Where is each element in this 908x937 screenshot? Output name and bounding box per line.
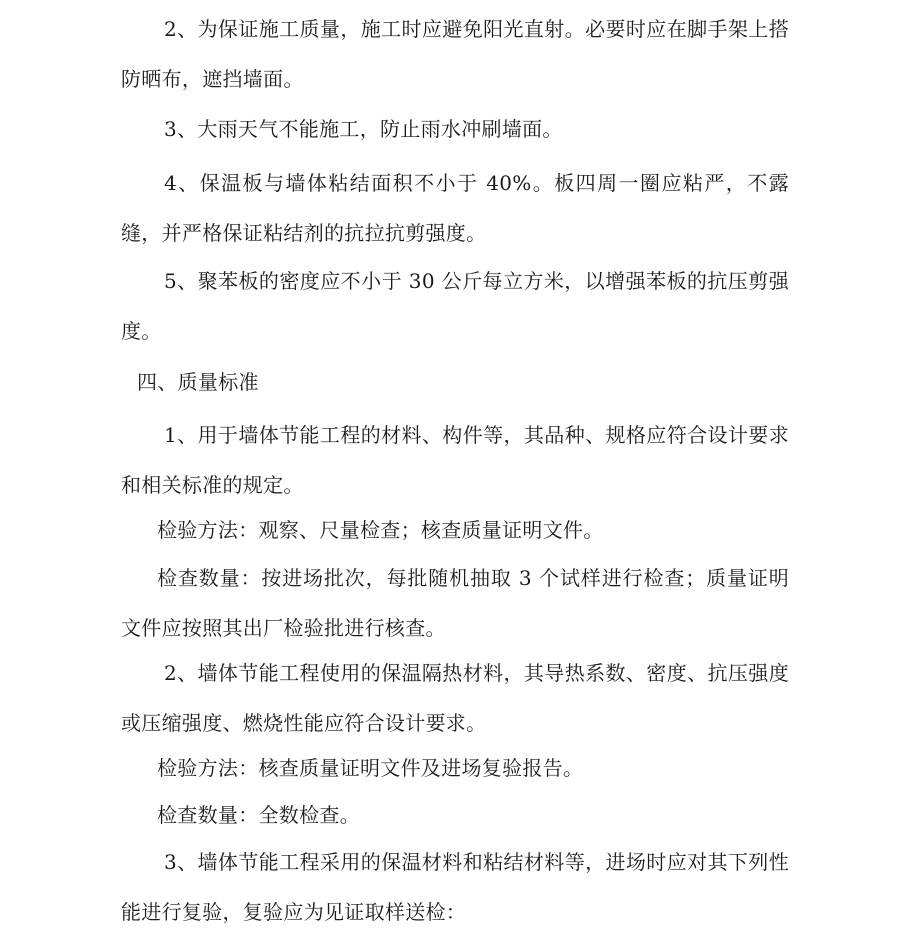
paragraph-standard-3: 3、墙体节能工程采用的保温材料和粘结材料等，进场时应对其下列性能进行复验，复验应为见证取样送检： [121,850,789,924]
paragraph-inspection-quantity-1: 检查数量：按进场批次，每批随机抽取 3 个试样进行检查；质量证明文件应按照其出厂检验批进行核查。 [121,566,789,640]
section-heading-quality-standard: 四、质量标准 [137,370,259,394]
paragraph-standard-1: 1、用于墙体节能工程的材料、构件等，其品种、规格应符合设计要求和相关标准的规定。 [121,423,789,497]
paragraph-board-density: 5、聚苯板的密度应不小于 30 公斤每立方米，以增强苯板的抗压剪强度。 [121,269,789,343]
paragraph-inspection-quantity-2: 检查数量：全数检查。 [157,803,360,827]
paragraph-inspection-method-2: 检验方法：核查质量证明文件及进场复验报告。 [157,756,584,780]
paragraph-bonding-area: 4、保温板与墙体粘结面积不小于 40%。板四周一圈应粘严，不露缝，并严格保证粘结剂的抗拉抗剪强度。 [121,171,789,245]
paragraph-rain-weather: 3、大雨天气不能施工，防止雨水冲刷墙面。 [164,117,563,141]
paragraph-inspection-method-1: 检验方法：观察、尺量检查；核查质量证明文件。 [157,518,604,542]
paragraph-standard-2: 2、墙体节能工程使用的保温隔热材料，其导热系数、密度、抗压强度或压缩强度、燃烧性能应符合设计要求。 [121,661,789,735]
paragraph-construction-sunlight: 2、为保证施工质量，施工时应避免阳光直射。必要时应在脚手架上搭防晒布，遮挡墙面。 [121,17,789,91]
